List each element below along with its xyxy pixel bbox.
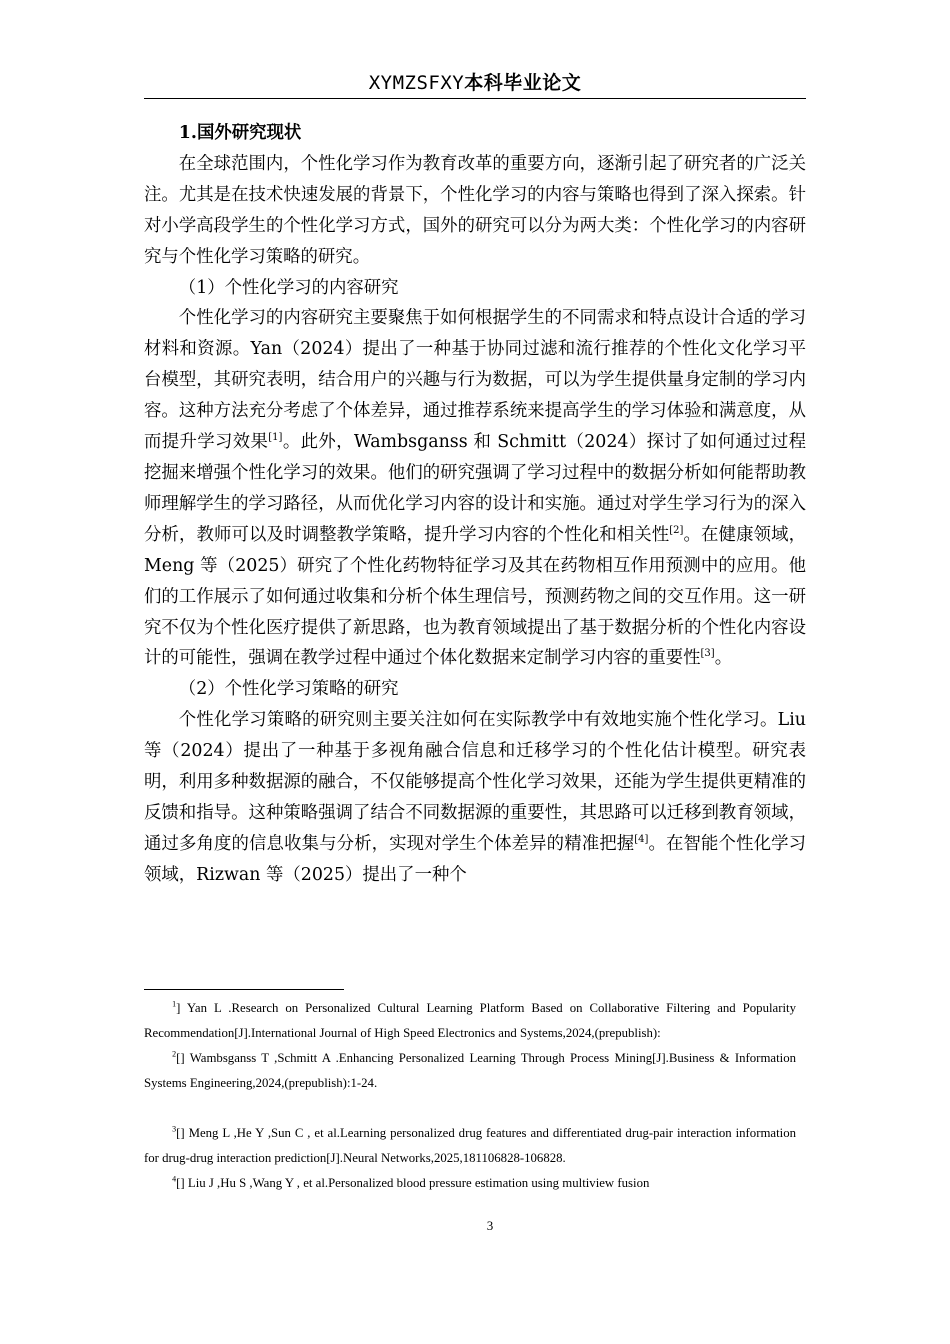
footnote-separator — [144, 989, 344, 990]
footnote-text-1: ] Yan L .Research on Personalized Cultural Learning Platform Based on Collaborative Filtering and Popularity Recommendation[J].International Journal of High Speed Electronics and Systems,2024,(prepublish): — [144, 1001, 796, 1040]
section-heading: 1.国外研究现状 — [178, 123, 302, 143]
subheading-strategy-research: （2）个性化学习策略的研究 — [178, 679, 399, 700]
body-text — [144, 118, 806, 891]
footnote-mark-3: 3 — [172, 1124, 177, 1134]
paragraph-content-text-d: 。 — [714, 648, 733, 669]
citation-ref-1: [1] — [268, 432, 283, 444]
paragraph-strategy-text-b: 。在智能个性化学习领域，Rizwan 等（2025）提出了一种个 — [144, 833, 806, 885]
footnote-3 — [144, 1121, 796, 1171]
footnote-text-4: [] Liu J ,Hu S ,Wang Y , et al.Personalized blood pressure estimation using multiview fusion — [176, 1176, 650, 1190]
running-header — [144, 68, 806, 98]
footnote-mark-1: 1 — [172, 999, 177, 1009]
header-rule — [144, 98, 806, 99]
citation-ref-2: [2] — [669, 524, 684, 536]
footnote-mark-4: 4 — [172, 1174, 177, 1184]
footnote-text-3: [] Meng L ,He Y ,Sun C , et al.Learning personalized drug features and differentiated drug-pair interaction information for drug‑drug interaction prediction[J].Neural Networks,2025,181106828-106828. — [144, 1126, 796, 1165]
paragraph-content-research — [144, 303, 806, 674]
paragraph-strategy-text-a: 个性化学习策略的研究则主要关注如何在实际教学中有效地实施个性化学习。Liu 等（2024）提出了一种基于多视角融合信息和迁移学习的个性化估计模型。研究表明，利用多种数据源的融合，不仅能够提高个性化学习效果，还能为学生提供更精准的反馈和指导。这种策略强调了结合不同数据源的重要性，其思路可以迁移到教育领域，通过多角度的信息收集与分析，实现对学生个体差异的精准把握 — [144, 710, 806, 854]
paragraph-strategy-research — [144, 705, 806, 890]
footnote-mark-2: 2 — [172, 1049, 177, 1059]
footnotes — [144, 996, 796, 1196]
page-number: 3 — [486, 1218, 494, 1233]
paragraph-content-text-b: 。此外，Wambsganss 和 Schmitt（2024）探讨了如何通过过程挖掘来增强个性化学习的效果。他们的研究强调了学习过程中的数据分析如何能帮助教师理解学生的学习路径，从而优化学习内容的设计和实施。通过对学生学习行为的深入分析，教师可以及时调整教学策略，提升学习内容的个性化和相关性 — [144, 432, 806, 545]
footnote-4 — [144, 1171, 796, 1196]
paragraph-content-text-a: 个性化学习的内容研究主要聚焦于如何根据学生的不同需求和特点设计合适的学习材料和资源。Yan（2024）提出了一种基于协同过滤和流行推荐的个性化文化学习平台模型，其研究表明，结合用户的兴趣与行为数据，可以为学生提供量身定制的学习内容。这种方法充分考虑了个体差异，通过推荐系统来提高学生的学习体验和满意度，从而提升学习效果 — [144, 308, 806, 453]
footnote-1 — [144, 996, 796, 1046]
paragraph-intro: 在全球范围内，个性化学习作为教育改革的重要方向，逐渐引起了研究者的广泛关注。尤其是在技术快速发展的背景下，个性化学习的内容与策略也得到了深入探索。针对小学高段学生的个性化学习方式，国外的研究可以分为两大类：个性化学习的内容研究与个性化学习策略的研究。 — [144, 153, 806, 267]
header-title-latin: XYMZSFXY — [368, 72, 465, 94]
footnote-2 — [144, 1046, 796, 1096]
subheading-content-research: （1）个性化学习的内容研究 — [178, 277, 399, 298]
header-title-cjk: 本科毕业论文 — [464, 72, 582, 94]
footnote-text-2: [] Wambsganss T ,Schmitt A .Enhancing Personalized Learning Through Process Mining[J].Business & Information Systems Engineering,2024,(prepublish):1-24. — [144, 1051, 796, 1090]
paragraph-content-text-c: 。在健康领域，Meng 等（2025）研究了个性化药物特征学习及其在药物相互作用预测中的应用。他们的工作展示了如何通过收集和分析个体生理信号，预测药物之间的交互作用。这一研究不仅为个性化医疗提供了新思路，也为教育领域提出了基于数据分析的个性化内容设计的可能性，强调在教学过程中通过个体化数据来定制学习内容的重要性 — [144, 524, 806, 669]
citation-ref-3: [3] — [700, 648, 715, 660]
citation-ref-4: [4] — [634, 834, 649, 846]
